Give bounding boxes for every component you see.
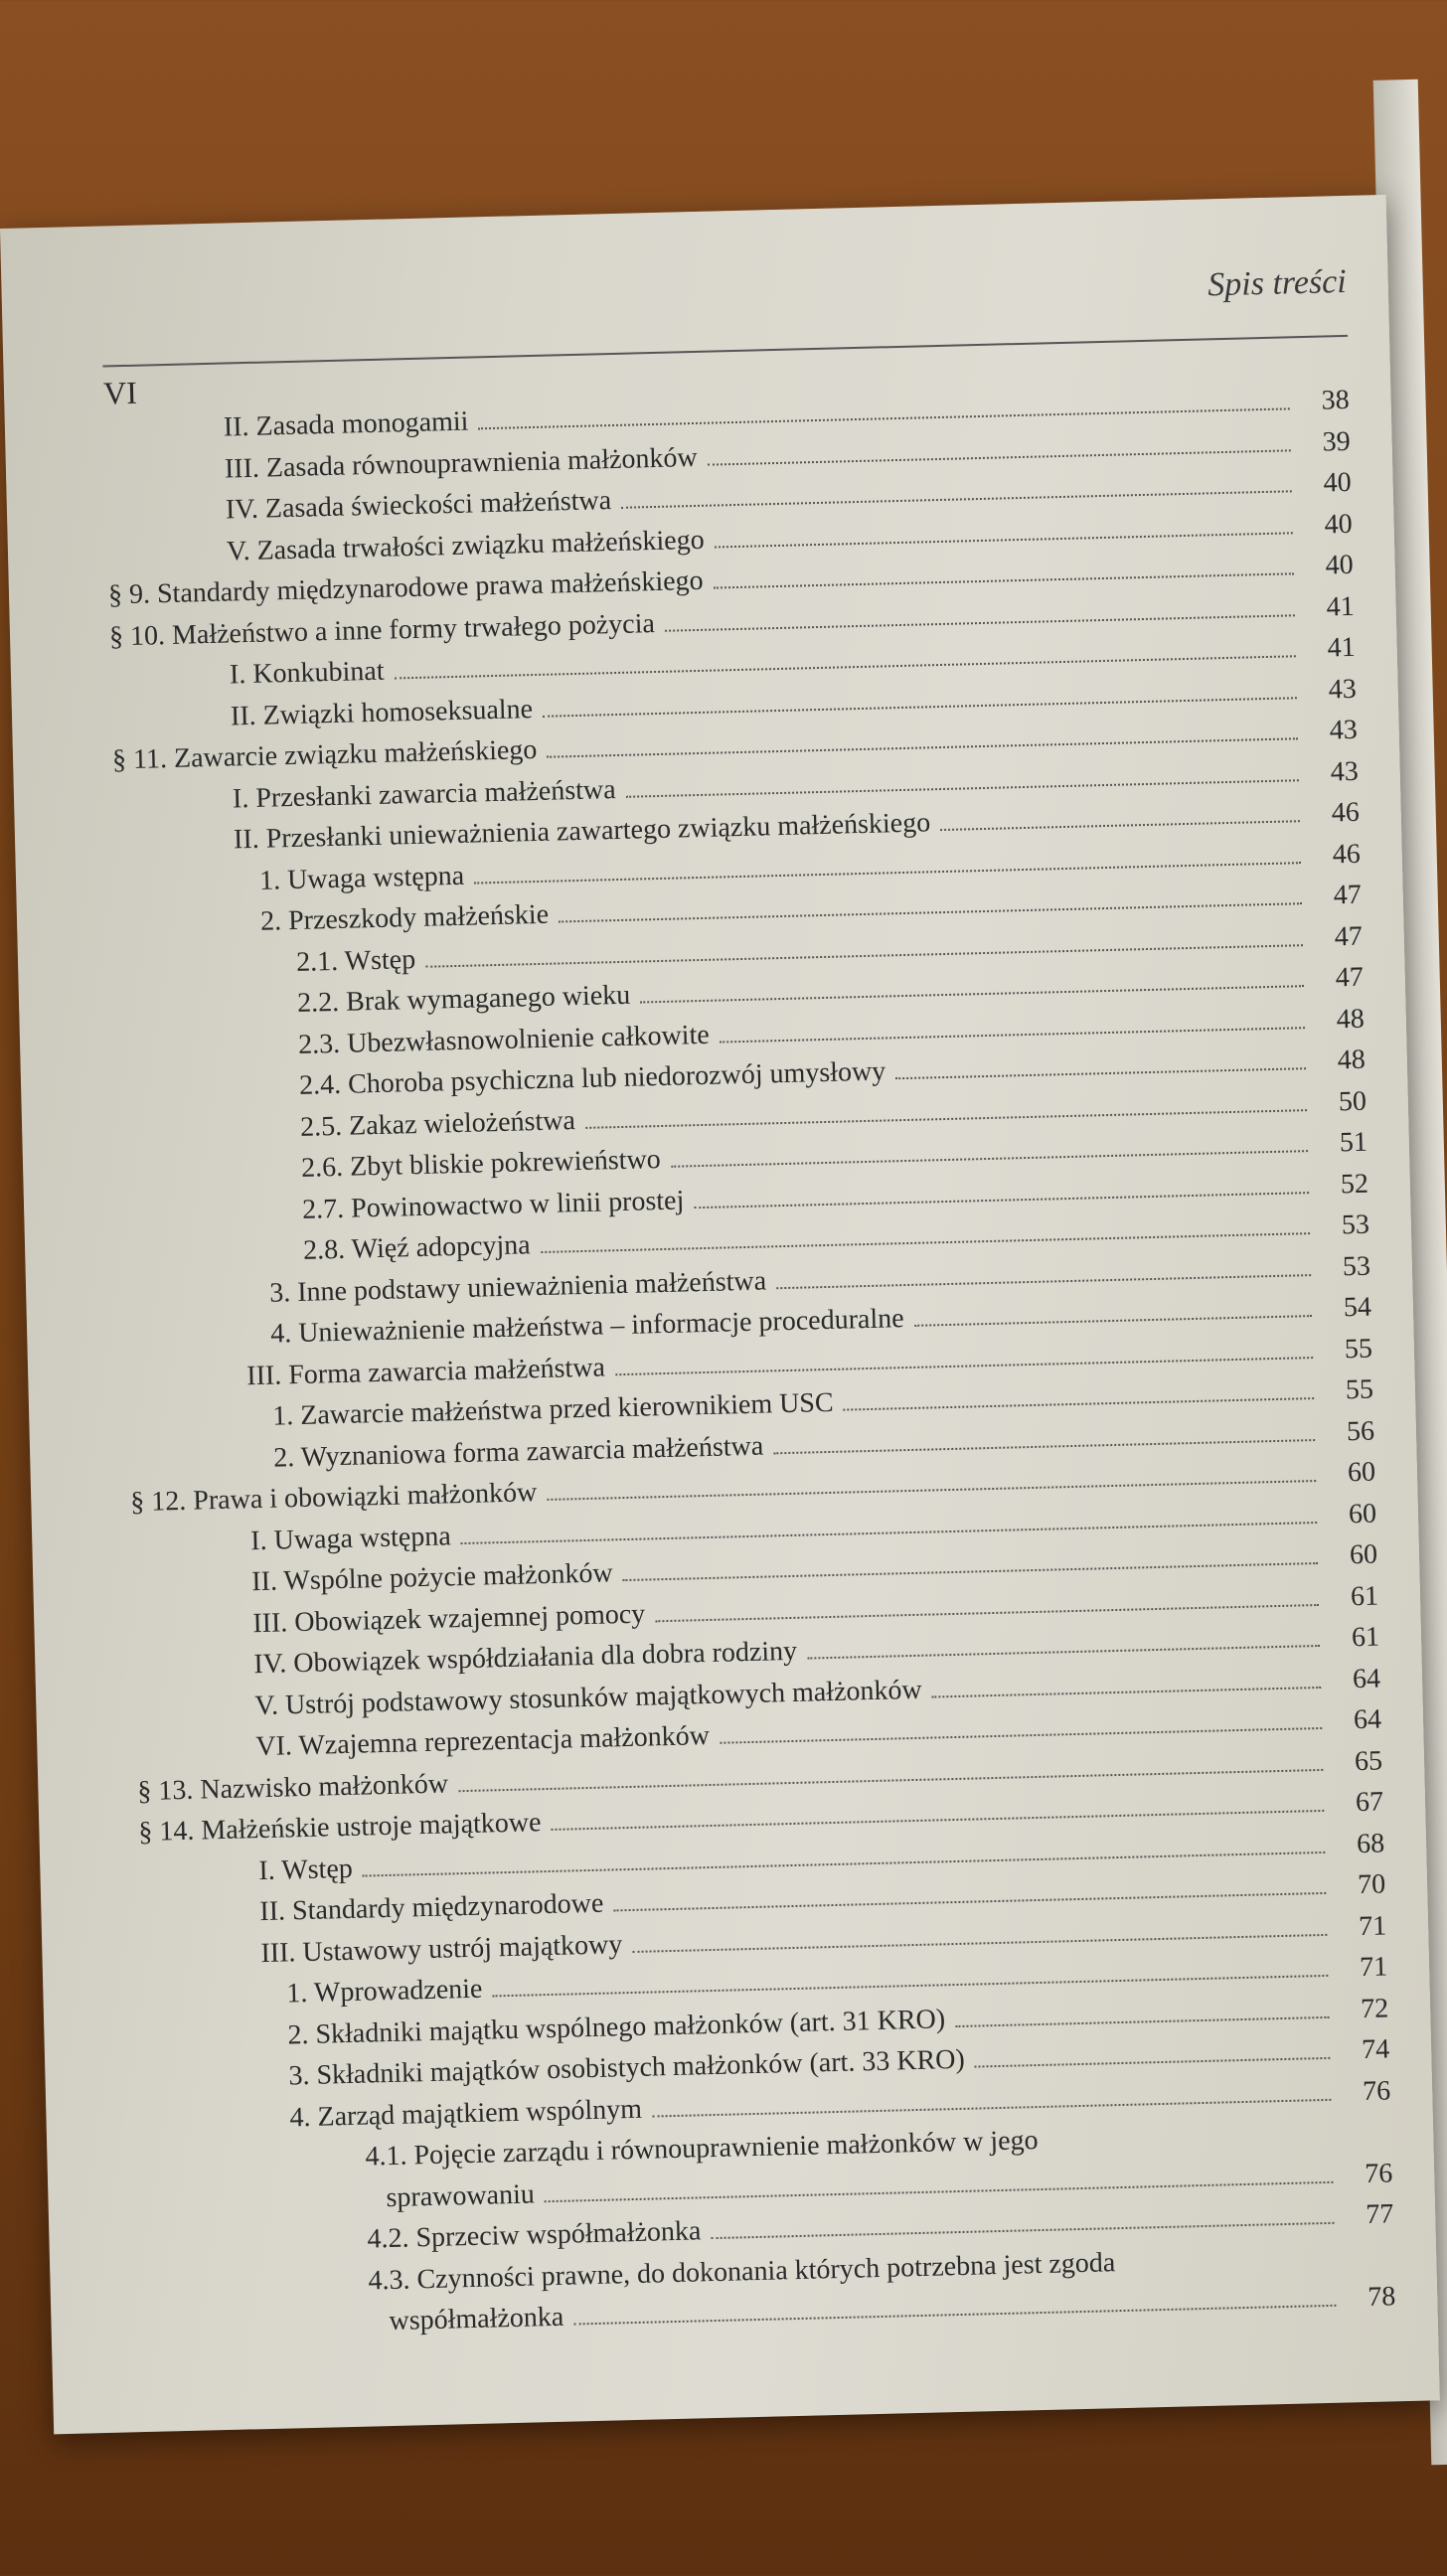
toc-entry-label: III. Zasada równouprawnienia małżonków [224, 441, 699, 485]
dot-leader [547, 737, 1297, 757]
toc-entry-label: II. Zasada monogamii [223, 405, 469, 443]
toc-page-number: 47 [1334, 920, 1364, 952]
toc-entry-label: § 11. Zawarcie związku małżeńskiego [111, 733, 538, 776]
toc-page-number: 40 [1324, 508, 1354, 541]
toc-entry-label: 2.2. Brak wymaganego wieku [296, 979, 631, 1019]
toc-page-number: 76 [1364, 2157, 1393, 2189]
toc-entry-label-continued: współmałżonka [389, 2301, 564, 2337]
toc-page-number: 53 [1341, 1208, 1370, 1241]
dot-leader [585, 1109, 1307, 1129]
toc-entry-label: § 9. Standardy międzynarodowe prawa małżeńskiego [107, 564, 704, 611]
dot-leader [715, 532, 1293, 548]
toc-page-number: 40 [1325, 549, 1355, 581]
toc-page-number: 40 [1323, 466, 1353, 499]
toc-page-number: 61 [1350, 1580, 1379, 1612]
toc-page-number: 48 [1337, 1044, 1367, 1076]
toc-entry-label: II. Standardy międzynarodowe [259, 1887, 604, 1928]
toc-entry-label: § 12. Prawa i obowiązki małżonków [129, 1477, 538, 1519]
dot-leader [541, 1232, 1310, 1253]
toc-entry-label: 4. Zarząd majątkiem wspólnym [289, 2093, 643, 2133]
dot-leader [932, 1686, 1321, 1697]
toc-page-number: 60 [1347, 1456, 1376, 1489]
toc-page-number: 77 [1365, 2198, 1394, 2231]
toc-entry-label: 3. Składniki majątków osobistych małżonków (art. 33 KRO) [288, 2043, 966, 2092]
dot-leader [395, 655, 1296, 679]
dot-leader [694, 1192, 1309, 1208]
dot-leader [940, 820, 1300, 831]
toc-entry-label: IV. Zasada świeckości małżeństwa [225, 485, 612, 526]
toc-page-number: 54 [1343, 1291, 1372, 1324]
dot-leader [573, 2305, 1336, 2326]
dot-leader [714, 572, 1294, 588]
toc-entry-label: 2.7. Powinowactwo w linii prostej [301, 1184, 685, 1225]
toc-page-number: 38 [1321, 384, 1350, 416]
toc-entry-label: 2. Przeszkody małżeńskie [259, 898, 550, 937]
toc-page-number: 64 [1353, 1703, 1382, 1736]
toc-page-number: 50 [1338, 1085, 1367, 1117]
toc-entry-label: I. Przesłanki zawarcia małżeństwa [232, 773, 616, 814]
toc-page-number: 47 [1333, 879, 1363, 911]
dot-leader [363, 1851, 1325, 1876]
toc-page-number: 43 [1328, 673, 1358, 705]
dot-leader [479, 407, 1290, 429]
toc-page-number: 41 [1326, 590, 1356, 622]
toc-entry-label: V. Zasada trwałości związku małżeńskiego [226, 524, 705, 567]
toc-page-number: 55 [1344, 1333, 1373, 1365]
toc-page-number: 72 [1360, 1992, 1389, 2024]
toc-page-number: 67 [1355, 1786, 1384, 1819]
toc-entry-label: 2.5. Zakaz wielożeństwa [299, 1104, 576, 1143]
toc-page-number: 46 [1331, 796, 1361, 829]
toc-entry-label: 4.2. Sprzeciw współmałżonka [367, 2215, 702, 2255]
dot-leader [559, 902, 1302, 922]
toc-entry-label: 2.3. Ubezwłasnowolnienie całkowite [297, 1019, 711, 1060]
toc-page-number: 76 [1362, 2074, 1391, 2107]
toc-page-number: 39 [1322, 425, 1352, 458]
dot-leader [807, 1645, 1320, 1660]
toc-entry-label: VI. Wzajemna reprezentacja małżonków [255, 1720, 711, 1763]
toc-page-number: 43 [1330, 755, 1360, 787]
table-of-contents [104, 385, 1396, 2353]
dot-leader [425, 944, 1303, 968]
dot-leader [615, 1357, 1313, 1375]
toc-page-number: 71 [1359, 1951, 1388, 1984]
toc-entry-label: 2. Wyznaniowa forma zawarcia małżeństwa [272, 1430, 764, 1474]
toc-entry-label: 4. Unieważnienie małżeństwa – informacje proceduralne [269, 1303, 904, 1350]
toc-entry-label: 2.1. Wstęp [295, 943, 416, 978]
toc-entry-label: 3. Inne podstawy unieważnienia małżeństwa [268, 1264, 767, 1309]
section-title: Spis treści [1206, 262, 1348, 304]
dot-leader [458, 1768, 1323, 1791]
book-page [0, 195, 1440, 2434]
toc-page-number: 74 [1361, 2033, 1390, 2066]
page-number: VI [102, 374, 138, 411]
toc-page-number: 52 [1340, 1168, 1369, 1200]
toc-entry-label: 2.8. Więź adopcyjna [302, 1229, 532, 1266]
toc-entry-label: IV. Obowiązek współdziałania dla dobra rodziny [252, 1635, 798, 1681]
toc-entry-label: II. Przesłanki unieważnienia zawartego związku małżeńskiego [233, 807, 931, 856]
dot-leader [655, 1603, 1319, 1621]
toc-entry-label: 1. Zawarcie małżeństwa przed kierownikiem USC [271, 1386, 834, 1432]
toc-entry-label: § 14. Małżeńskie ustroje majątkowe [138, 1807, 542, 1849]
toc-page-number: 61 [1351, 1621, 1380, 1654]
dot-leader [708, 449, 1291, 465]
toc-entry-label: III. Forma zawarcia małżeństwa [245, 1351, 606, 1391]
dot-leader [552, 1810, 1325, 1831]
toc-page-number: 70 [1357, 1868, 1386, 1901]
toc-entry-label: III. Ustawowy ustrój majątkowy [260, 1928, 623, 1969]
toc-entry-label: 2.4. Choroba psychiczna lub niedorozwój umysłowy [298, 1055, 886, 1101]
toc-page-number: 68 [1356, 1827, 1385, 1859]
dot-leader [773, 1439, 1315, 1454]
toc-page-number: 53 [1342, 1250, 1371, 1282]
dot-leader [547, 1480, 1316, 1501]
toc-entry-label: 2. Składniki majątku wspólnego małżonków (art. 31 KRO) [287, 2003, 946, 2050]
dot-leader [955, 2015, 1329, 2026]
toc-page-number: 41 [1327, 631, 1357, 664]
toc-page-number: 60 [1348, 1498, 1377, 1530]
toc-page-number: 65 [1354, 1744, 1383, 1777]
toc-page-number: 47 [1335, 961, 1365, 994]
dot-leader [665, 614, 1295, 631]
dot-leader [712, 2222, 1335, 2239]
dot-leader [640, 985, 1304, 1003]
dot-leader [720, 1727, 1322, 1744]
dot-leader [776, 1274, 1311, 1289]
toc-entry-label: I. Uwaga wstępna [249, 1520, 452, 1556]
toc-entry-label: 1. Wprowadzenie [286, 1973, 483, 2010]
dot-leader [545, 2180, 1334, 2201]
toc-entry-label: II. Wspólne pożycie małżonków [250, 1557, 613, 1598]
toc-page-number: 46 [1332, 838, 1362, 870]
dot-leader [614, 1892, 1327, 1912]
toc-page-number: 55 [1345, 1373, 1374, 1406]
dot-leader [975, 2057, 1330, 2068]
dot-leader [720, 1027, 1305, 1043]
toc-page-number: 64 [1352, 1663, 1381, 1694]
toc-entry-label: I. Konkubinat [229, 655, 385, 691]
toc-entry-label: V. Ustrój podstawowy stosunków majątkowych małżonków [254, 1674, 923, 1721]
toc-entry-label: § 13. Nazwisko małżonków [137, 1767, 449, 1807]
toc-page-number: 71 [1358, 1909, 1387, 1942]
dot-leader [543, 697, 1297, 718]
dot-leader [895, 1067, 1306, 1079]
toc-entry-label: 2.6. Zbyt bliskie pokrewieństwo [300, 1144, 662, 1184]
toc-page-number: 60 [1349, 1538, 1378, 1571]
toc-entry-label: I. Wstęp [258, 1852, 354, 1886]
toc-entry-label: II. Związki homoseksualne [230, 693, 534, 731]
dot-leader [671, 1150, 1308, 1168]
dot-leader [626, 779, 1299, 798]
dot-leader [474, 862, 1301, 884]
toc-entry-label: § 10. Małżeństwo a inne formy trwałego pożycia [108, 607, 656, 652]
dot-leader [844, 1397, 1314, 1411]
toc-page-number: 78 [1367, 2281, 1396, 2313]
dot-leader [621, 490, 1292, 508]
toc-entry-label: 4.1. Pojęcie zarządu i równouprawnienie małżonków w jego [365, 2125, 1039, 2173]
dot-leader [652, 2098, 1331, 2117]
toc-page-number: 51 [1339, 1126, 1368, 1159]
toc-entry-label-continued: sprawowaniu [386, 2177, 536, 2213]
page-header [0, 195, 1389, 348]
toc-entry-label: 1. Uwaga wstępna [258, 860, 465, 896]
dot-leader [461, 1522, 1317, 1544]
dot-leader [914, 1315, 1312, 1327]
dot-leader [623, 1562, 1318, 1581]
dot-leader [493, 1975, 1329, 1998]
toc-page-number: 48 [1336, 1003, 1366, 1035]
toc-page-number: 43 [1329, 714, 1359, 746]
toc-entry-label: III. Obowiązek wzajemnej pomocy [251, 1598, 646, 1639]
toc-entry-label: 4.3. Czynności prawne, do dokonania których potrzebna jest zgoda [368, 2246, 1116, 2297]
toc-page-number: 56 [1346, 1415, 1375, 1447]
dot-leader [632, 1933, 1327, 1952]
